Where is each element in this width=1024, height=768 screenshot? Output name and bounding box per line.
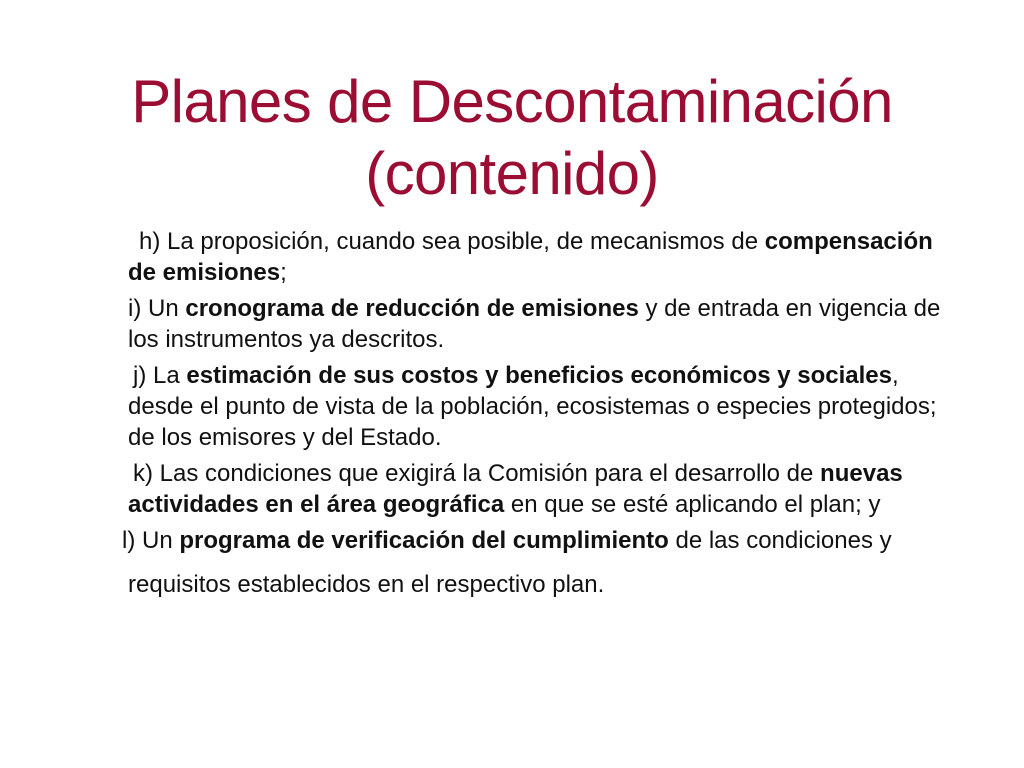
slide-title <box>60 66 964 210</box>
item-i-bold: cronograma de reducción de emisiones <box>185 295 639 322</box>
item-h-bold: compensación de emisiones <box>128 228 933 286</box>
title-line-1: Planes de Descontaminación <box>131 68 893 135</box>
item-k-tail: en que se esté aplicando el plan; y <box>504 491 881 518</box>
list-item-i <box>128 293 948 355</box>
list-item-h <box>128 226 948 288</box>
item-l-tail: de las condiciones y requisitos establecidos en el respectivo plan. <box>128 527 892 598</box>
content-list <box>122 226 948 612</box>
item-j-tail: , desde el punto de vista de la población, ecosistemas o especies protegidos; de los emisores y del Estado. <box>128 362 937 451</box>
item-l-text: l) Un <box>122 527 180 554</box>
item-k-text: k) Las condiciones que exigirá la Comisión para el desarrollo de <box>133 460 821 487</box>
item-l-bold: programa de verificación del cumplimiento <box>179 527 669 554</box>
list-item-l <box>122 519 948 607</box>
item-i-tail: y de entrada en vigencia de los instrumentos ya descritos. <box>128 295 941 353</box>
title-line-2: (contenido) <box>365 140 659 207</box>
item-i-text: i) Un <box>128 295 186 322</box>
list-item-k <box>128 458 948 520</box>
item-k-bold: nuevas actividades en el área geográfica <box>128 460 903 518</box>
item-h-text: h) La proposición, cuando sea posible, de mecanismos de <box>139 228 765 255</box>
item-j-bold: estimación de sus costos y beneficios económicos y sociales <box>186 362 892 389</box>
item-h-tail: ; <box>280 259 287 286</box>
list-item-j <box>128 360 948 453</box>
item-j-text: j) La <box>133 362 187 389</box>
